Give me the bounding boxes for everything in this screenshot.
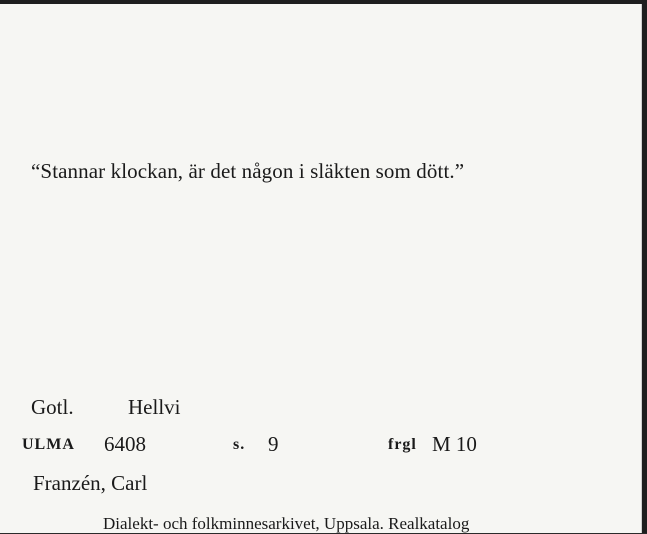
archive-label: ULMA	[22, 436, 75, 453]
card-footer: Dialekt- och folkminnesarkivet, Uppsala. Realkatalog	[103, 514, 470, 533]
archive-card	[0, 4, 642, 533]
question-label: frgl	[388, 436, 417, 453]
card-quote: “Stannar klockan, är det någon i släkten som dött.”	[31, 159, 465, 183]
archive-number: 6408	[104, 432, 146, 456]
province: Gotl.	[31, 395, 74, 419]
parish: Hellvi	[128, 395, 181, 419]
page-label: s.	[233, 436, 246, 453]
recorder-name: Franzén, Carl	[33, 471, 148, 495]
question-code: M 10	[432, 432, 477, 456]
page-number: 9	[268, 432, 279, 456]
